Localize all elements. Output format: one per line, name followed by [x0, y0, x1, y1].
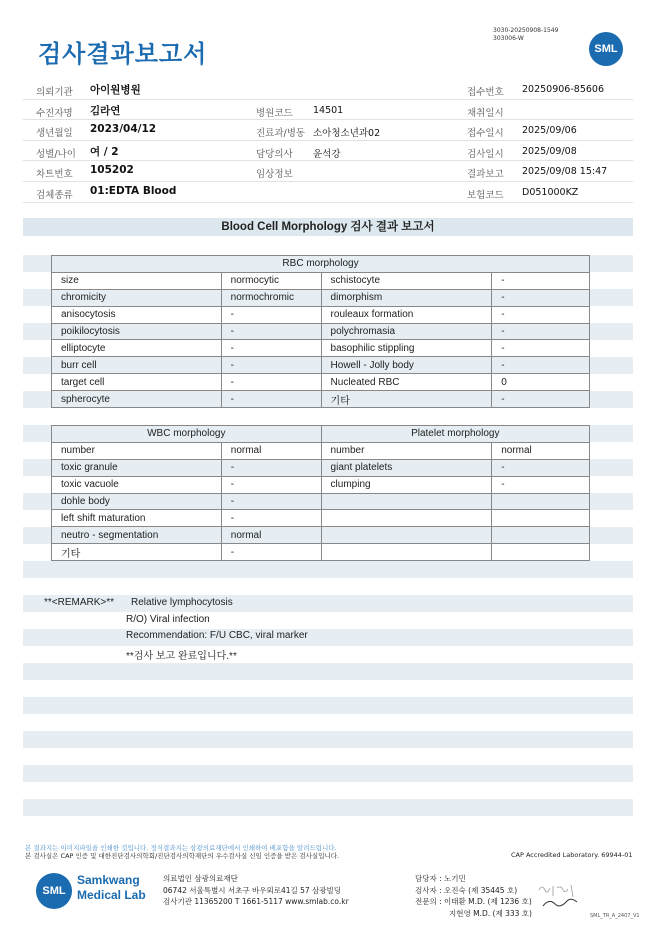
header-row	[23, 100, 633, 121]
brand-line-1: Samkwang	[77, 873, 140, 887]
contact: 검사기관 11365200 T 1661-5117 www.smlab.co.kr	[163, 897, 349, 906]
item-result-cell: normocytic	[221, 272, 321, 289]
item-name-cell: number	[321, 442, 492, 459]
header-value: 소아청소년과02	[313, 128, 381, 140]
cap-accreditation: CAP Accredited Laboratory. 69944-01	[511, 851, 633, 859]
item-result-cell: -	[221, 340, 321, 357]
background-stripe	[23, 731, 633, 748]
report-banner: Blood Cell Morphology 검사 결과 보고서	[23, 218, 633, 236]
item-name-cell: polychromasia	[321, 323, 492, 340]
item-result-cell: -	[492, 476, 590, 493]
header-value: 김라연	[90, 104, 121, 117]
item-result-cell: normal	[221, 442, 321, 459]
brand-line-2: Medical Lab	[77, 888, 146, 902]
table-row	[52, 493, 590, 510]
page-title: 검사결과보고서	[38, 40, 208, 68]
table-row	[52, 272, 590, 289]
item-result-cell: -	[492, 289, 590, 306]
header-row	[23, 79, 633, 100]
form-number: SML_TR_A_2407_V1	[590, 913, 640, 919]
item-name-cell: clumping	[321, 476, 492, 493]
header-label: 검사일시	[467, 148, 504, 160]
header-value: 2025/09/08	[522, 145, 577, 157]
wbc-heading: WBC morphology	[52, 426, 322, 443]
remark-label: **<REMARK>**	[44, 597, 115, 608]
document-id-line1: 3030-20250908-1549	[493, 27, 559, 34]
staff-block	[415, 873, 532, 919]
item-result-cell: -	[492, 357, 590, 374]
item-name-cell: 기타	[321, 391, 492, 408]
item-result-cell: -	[492, 340, 590, 357]
item-name-cell: chromicity	[52, 289, 222, 306]
staff-tester: 검사자 : 오진숙 (제 35445 호)	[415, 885, 518, 895]
item-result-cell: normal	[492, 442, 590, 459]
item-name-cell: neutro - segmentation	[52, 527, 222, 544]
table-row	[52, 391, 590, 408]
item-result-cell	[492, 527, 590, 544]
address: 06742 서울특별시 서초구 바우뫼로41길 57 삼광빌딩	[163, 885, 342, 895]
header-value: 여 / 2	[90, 145, 119, 158]
background-stripe	[23, 765, 633, 782]
item-name-cell: giant platelets	[321, 459, 492, 476]
sml-logo: SML	[589, 32, 623, 66]
table-row	[52, 323, 590, 340]
table-row	[52, 374, 590, 391]
item-name-cell: target cell	[52, 374, 222, 391]
signature-image	[535, 880, 585, 914]
item-result-cell: -	[221, 493, 321, 510]
background-stripe	[23, 595, 633, 612]
header-value: 14501	[313, 104, 344, 116]
header-row	[23, 161, 633, 182]
item-result-cell: -	[221, 510, 321, 527]
staff-specialist-2: 지현영 M.D. (제 333 호)	[449, 908, 532, 918]
header-value: 2023/04/12	[90, 123, 157, 136]
item-name-cell: dimorphism	[321, 289, 492, 306]
table-row	[52, 527, 590, 544]
header-label: 담당의사	[256, 148, 293, 160]
item-result-cell: -	[221, 374, 321, 391]
item-name-cell: Howell - Jolly body	[321, 357, 492, 374]
header-label: 병원코드	[256, 107, 293, 119]
header-value: 윤석강	[313, 148, 341, 160]
sml-footer-logo: SML	[36, 873, 72, 909]
item-result-cell: -	[492, 391, 590, 408]
staff-manager: 담당자 : 노기민	[415, 874, 466, 883]
item-name-cell: elliptocyte	[52, 340, 222, 357]
header-value: 아이원병원	[90, 84, 141, 96]
item-name-cell	[321, 493, 492, 510]
staff-specialist-1: 전문의 : 이태환 M.D. (제 1236 호)	[415, 897, 532, 906]
header-label: 채취일시	[467, 107, 504, 119]
header-value: 01:EDTA Blood	[90, 185, 177, 197]
lab-address-block	[163, 873, 349, 908]
header-label: 접수일시	[467, 128, 504, 140]
footer-notice-2: 본 검사실은 CAP 인증 및 대한진단검사의학회/진단검사의학재단의 우수검사실 신임 인증을 받은 검사실입니다.	[25, 852, 340, 860]
table-row	[52, 476, 590, 493]
table-row	[52, 306, 590, 323]
item-result-cell: -	[221, 323, 321, 340]
item-name-cell: dohle body	[52, 493, 222, 510]
header-label: 수진자명	[36, 107, 73, 119]
background-stripe	[23, 561, 633, 578]
item-name-cell: schistocyte	[321, 272, 492, 289]
item-result-cell	[492, 510, 590, 527]
table-row	[52, 510, 590, 527]
item-name-cell: rouleaux formation	[321, 306, 492, 323]
background-stripe	[23, 697, 633, 714]
patient-info-header	[23, 79, 633, 203]
item-result-cell: -	[221, 459, 321, 476]
platelet-heading: Platelet morphology	[321, 426, 589, 443]
item-result-cell: -	[492, 323, 590, 340]
header-label: 보험코드	[467, 190, 504, 201]
wbc-platelet-morphology-table	[51, 425, 590, 561]
item-name-cell	[321, 510, 492, 527]
header-value: 105202	[90, 164, 134, 177]
item-result-cell: -	[492, 459, 590, 476]
header-row	[23, 120, 633, 141]
header-row	[23, 141, 633, 162]
item-result-cell: 0	[492, 374, 590, 391]
item-result-cell: -	[221, 357, 321, 374]
rbc-morphology-table	[51, 255, 590, 408]
header-value: 2025/09/06	[522, 125, 577, 137]
remark-line-2: R/O) Viral infection	[126, 614, 210, 625]
header-label: 생년월일	[36, 128, 73, 140]
header-label: 임상정보	[256, 169, 293, 181]
remark-line-3: Recommendation: F/U CBC, viral marker	[126, 630, 308, 641]
item-name-cell: toxic granule	[52, 459, 222, 476]
item-result-cell: -	[492, 306, 590, 323]
item-name-cell	[321, 527, 492, 544]
item-name-cell: spherocyte	[52, 391, 222, 408]
table-row	[52, 544, 590, 561]
item-name-cell: toxic vacuole	[52, 476, 222, 493]
header-label: 성별/나이	[36, 148, 76, 160]
item-name-cell: basophilic stippling	[321, 340, 492, 357]
table-row	[52, 459, 590, 476]
rbc-heading: RBC morphology	[52, 256, 590, 273]
item-result-cell: -	[492, 272, 590, 289]
item-name-cell: poikilocytosis	[52, 323, 222, 340]
remark-line-4: **검사 보고 완료입니다.**	[126, 651, 237, 662]
brand-name	[77, 873, 146, 903]
footer-notice-1: 본 결과지는 이미지파일을 인쇄한 것입니다. 정식결과지는 삼광의료재단에서 인쇄하여 배포함을 알려드립니다.	[25, 844, 337, 852]
item-result-cell: -	[221, 544, 321, 561]
header-value: 2025/09/08 15:47	[522, 166, 608, 178]
item-result-cell: normal	[221, 527, 321, 544]
table-row	[52, 289, 590, 306]
background-stripe	[23, 799, 633, 816]
table-row	[52, 442, 590, 459]
item-name-cell: burr cell	[52, 357, 222, 374]
header-row	[23, 182, 633, 203]
item-result-cell	[492, 544, 590, 561]
table-row	[52, 340, 590, 357]
document-id	[493, 27, 558, 43]
header-value: D051000KZ	[522, 187, 579, 198]
header-label: 검체종류	[36, 190, 73, 201]
item-name-cell: Nucleated RBC	[321, 374, 492, 391]
item-name-cell: anisocytosis	[52, 306, 222, 323]
item-name-cell: 기타	[52, 544, 222, 561]
item-result-cell: -	[221, 391, 321, 408]
background-stripe	[23, 663, 633, 680]
header-label: 접수번호	[467, 87, 504, 98]
header-label: 의뢰기관	[36, 87, 73, 98]
item-name-cell: number	[52, 442, 222, 459]
background-stripe	[23, 629, 633, 646]
item-result-cell	[492, 493, 590, 510]
remark-line-1: Relative lymphocytosis	[131, 597, 233, 608]
item-result-cell: -	[221, 306, 321, 323]
item-result-cell: normochromic	[221, 289, 321, 306]
item-result-cell: -	[221, 476, 321, 493]
header-label: 차트번호	[36, 169, 73, 181]
header-value: 20250906-85606	[522, 84, 605, 95]
document-id-line2: 303006-W	[493, 35, 524, 42]
item-name-cell: left shift maturation	[52, 510, 222, 527]
table-row	[52, 357, 590, 374]
header-label: 진료과/병동	[256, 128, 306, 140]
item-name-cell	[321, 544, 492, 561]
item-name-cell: size	[52, 272, 222, 289]
header-label: 결과보고	[467, 169, 504, 181]
org-name: 의료법인 삼광의료재단	[163, 874, 238, 883]
